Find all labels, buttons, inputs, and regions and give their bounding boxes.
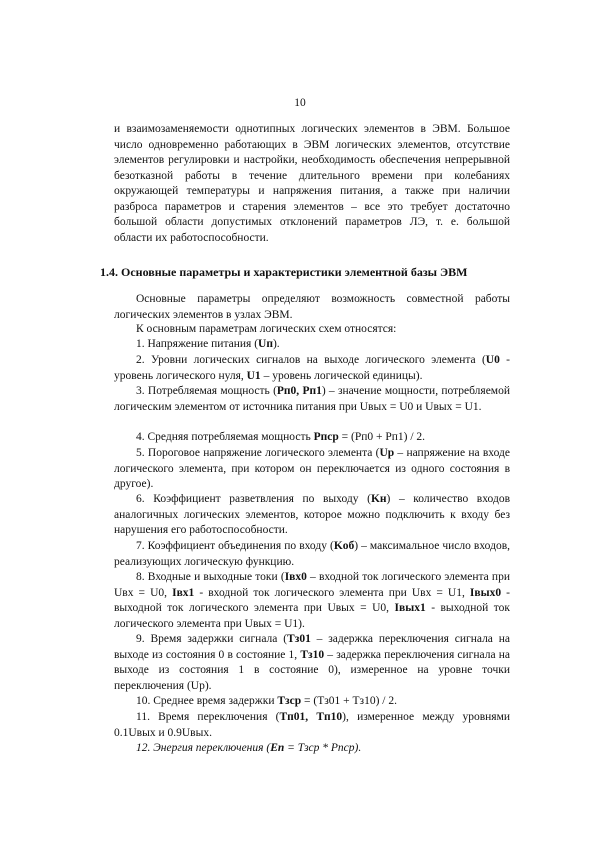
paragraph-list-intro: К основным параметрам логических схем относятся: bbox=[136, 323, 397, 335]
list-item-6: 6. Коэффициент разветвления по выходу (Kн) – количество входов аналогичных логических элементов, которое можно подключить к входу без нарушения его работоспособности. bbox=[114, 493, 511, 536]
paragraph-intro: Основные параметры определяют возможность совместной работы логических элементов в узлах ЭВМ. bbox=[114, 293, 510, 321]
intro-paragraph: и взаимозаменяемости однотипных логических элементов в ЭВМ. Большое число одновременно работающих в ЭВМ логических элементов, отсутствие элементов регулировки и настройки, необходимость обеспечения непрерывной безотказной работы в течение длительного времени при колебаниях окружающей температуры и напряжения питания, а также при наличии разброса параметров и старения элементов – все это требует достаточно большой области допустимых отклонений параметров ЛЭ, т. е. большой области их работоспособности. bbox=[114, 123, 510, 244]
list-item-11: 11. Время переключения (Tп01, Tп10), измеренное между уровнями 0.1Uвых и 0.9Uвых. bbox=[114, 711, 510, 739]
page-number: 10 bbox=[294, 97, 306, 109]
list-item-10: 10. Среднее время задержки Tзср = (Tз01 + Tз10) / 2. bbox=[136, 695, 397, 707]
list-item-2: 2. Уровни логических сигналов на выходе логического элемента (U0 - уровень логического нуля, U1 – уровень логической единицы). bbox=[114, 354, 510, 382]
list-item-9: 9. Время задержки сигнала (Tз01 – задержка переключения сигнала на выходе из состояния 0 в состояние 1, Tз10 – задержка переключения сигнала на выходе из состояния 1 в состояние 0), измеренное на уровне точки переключения (Uр). bbox=[114, 633, 510, 692]
list-item-5: 5. Пороговое напряжение логического элемента (Uр – напряжение на входе логического элемента, при котором он переключается из одного состояния в другое). bbox=[114, 447, 510, 490]
list-item-7: 7. Коэффициент объединения по входу (Kоб) – максимальное число входов, реализующих логическую функцию. bbox=[114, 540, 511, 568]
list-item-3: 3. Потребляемая мощность (Pп0, Pп1) – значение мощности, потребляемой логическим элементом от источника питания при Uвых = U0 и Uвых = U1. bbox=[114, 385, 510, 413]
list-item-4: 4. Средняя потребляемая мощность Pпср = (Pп0 + Pп1) / 2. bbox=[136, 431, 426, 443]
section-heading: 1.4. Основные параметры и характеристики элементной базы ЭВМ bbox=[100, 265, 468, 279]
list-item-8: 8. Входные и выходные токи (Iвх0 – входной ток логического элемента при Uвх = U0, Iвх1 - входной ток логического элемента при Uвх = U1, Iвых0 - выходной ток логического элемента при Uвых = U0, Iвых1 - выходной ток логического элемента при Uвых = U1). bbox=[114, 571, 510, 630]
list-item-1: 1. Напряжение питания (Uп). bbox=[136, 338, 280, 350]
list-item-12: 12. Энергия переключения (Eп = Тзср * Pпср). bbox=[136, 742, 362, 754]
